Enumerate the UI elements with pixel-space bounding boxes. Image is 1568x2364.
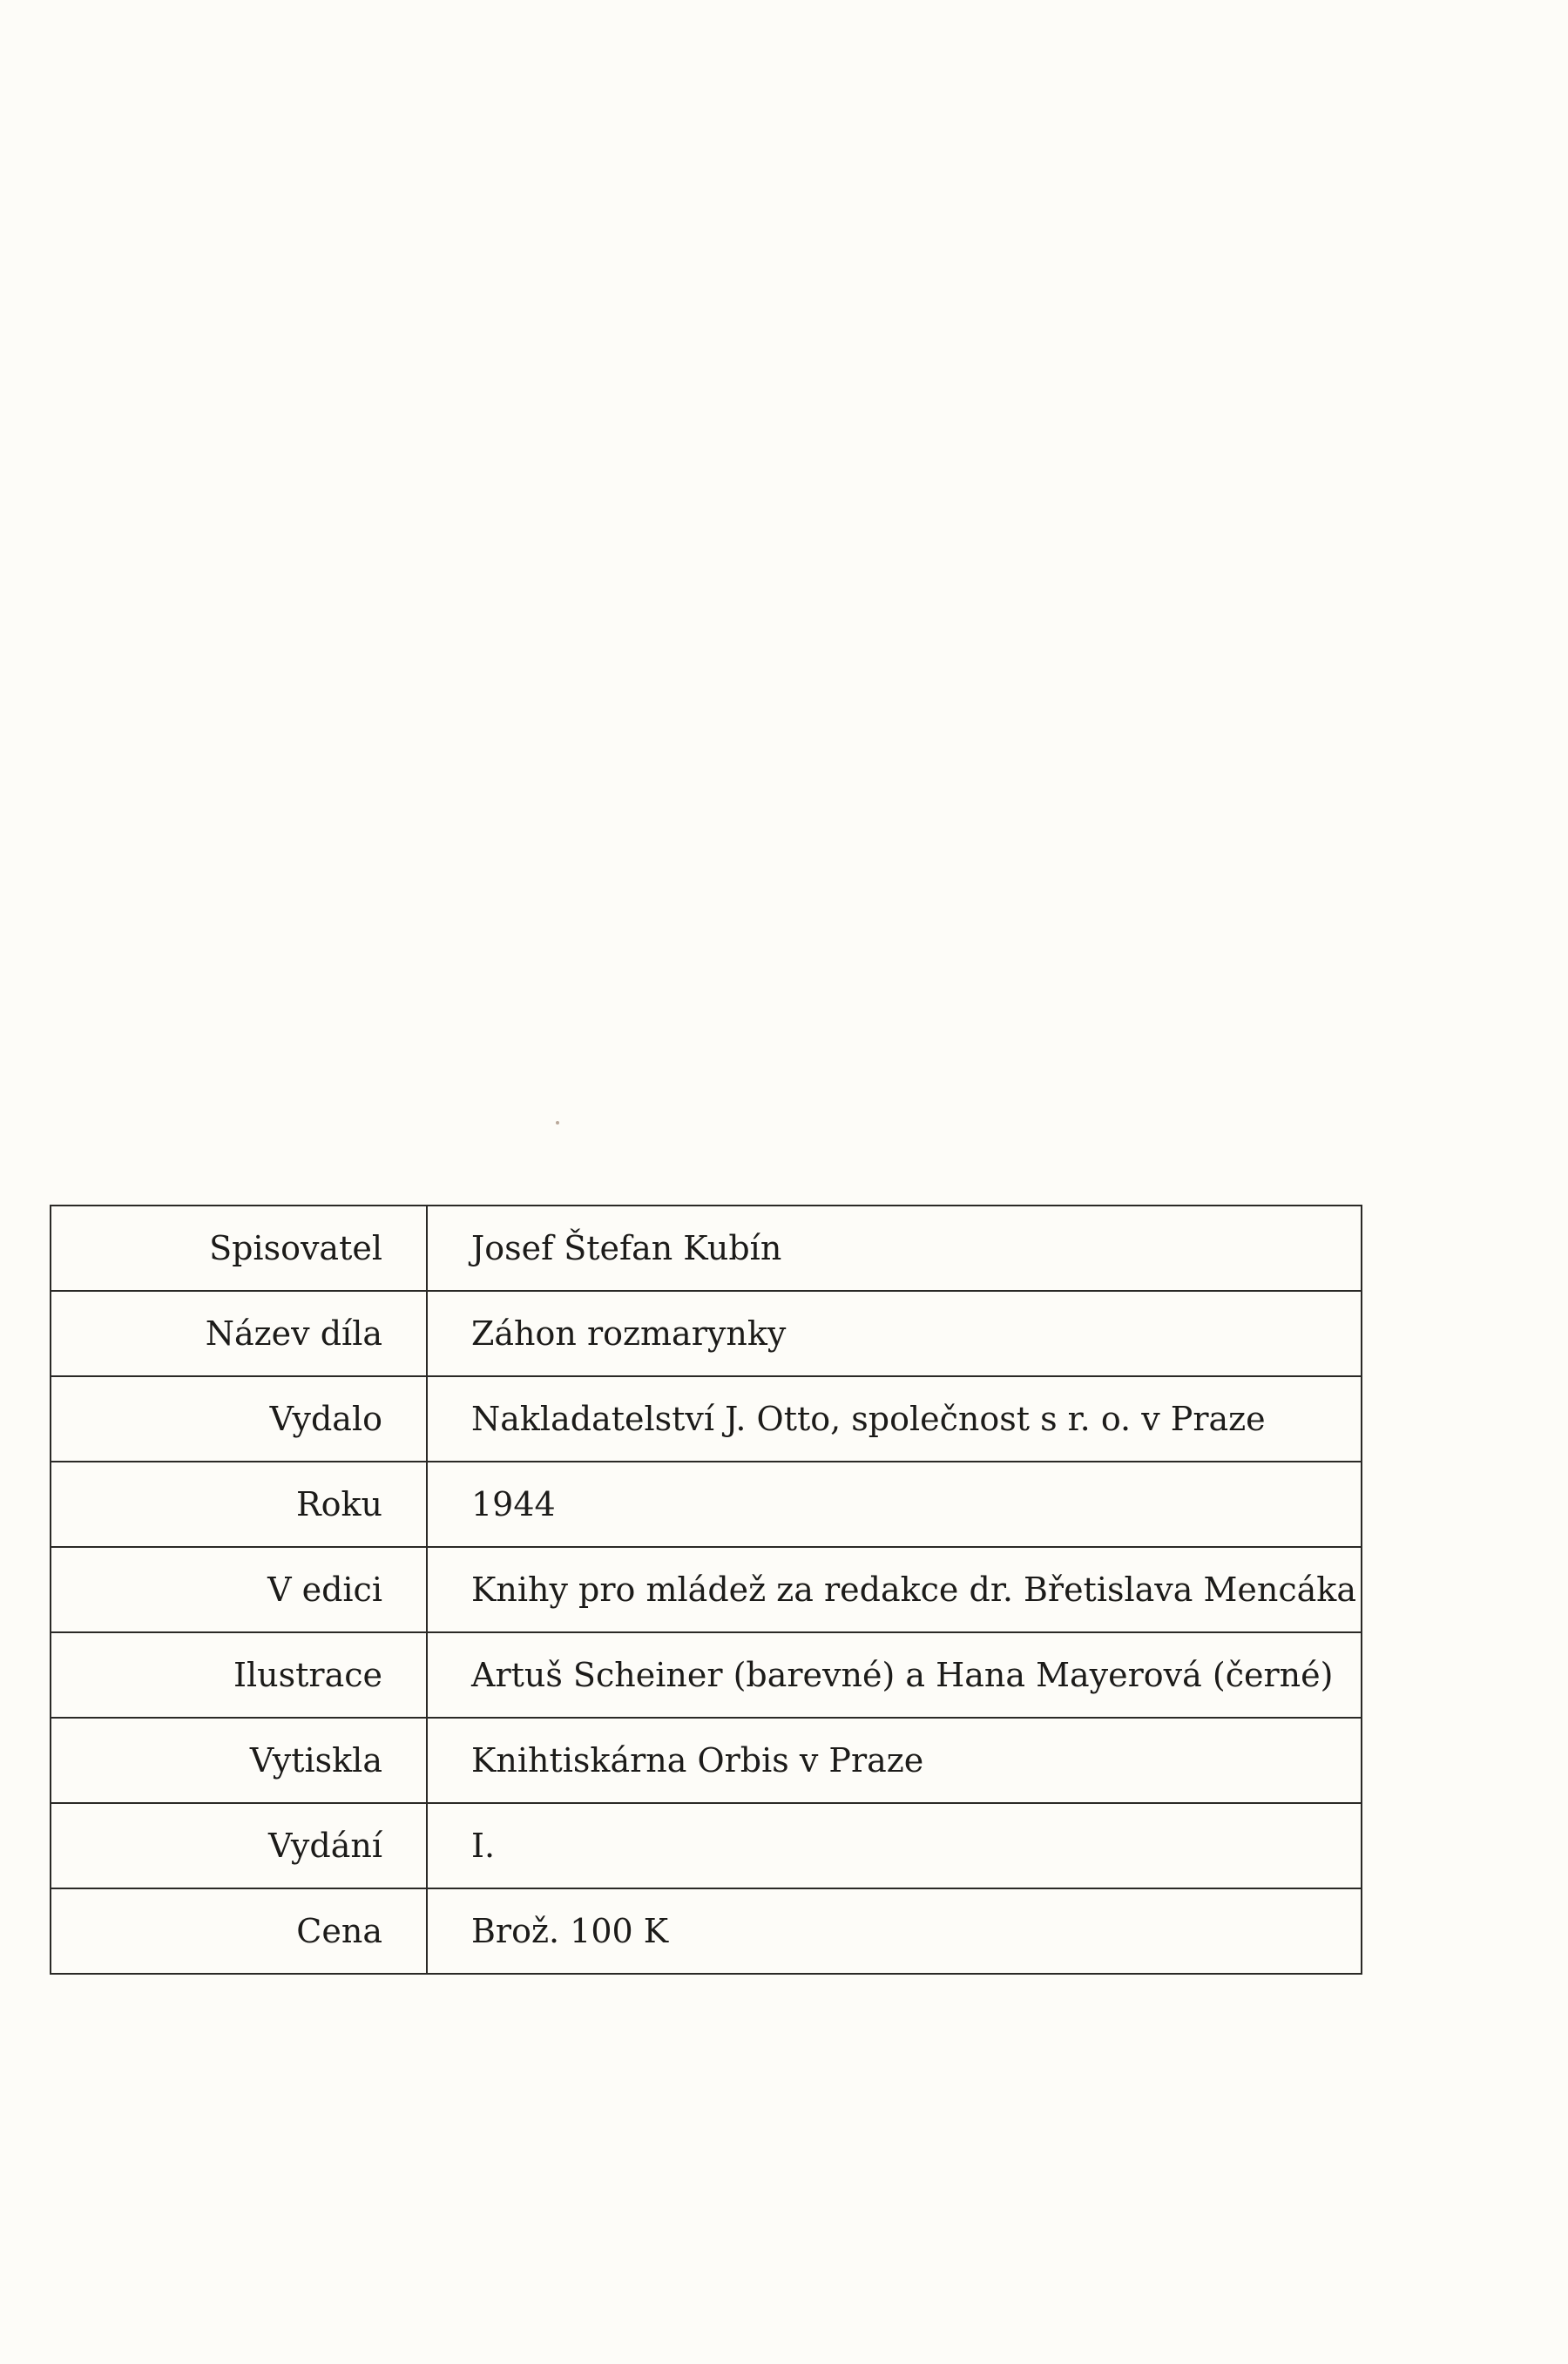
row-value: Knihy pro mládež za redakce dr. Břetislava Mencáka (427, 1547, 1362, 1632)
row-label: Vytiskla (51, 1718, 427, 1803)
table-row (51, 1291, 1362, 1376)
row-value: 1944 (427, 1462, 1362, 1547)
table-row (51, 1888, 1362, 1974)
row-value: I. (427, 1803, 1362, 1888)
table-row (51, 1632, 1362, 1718)
row-value: Josef Štefan Kubín (427, 1206, 1362, 1291)
row-value: Artuš Scheiner (barevné) a Hana Mayerová (černé) (427, 1632, 1362, 1718)
row-label: Vydání (51, 1803, 427, 1888)
row-value: Záhon rozmarynky (427, 1291, 1362, 1376)
row-label: Vydalo (51, 1376, 427, 1462)
row-label: Ilustrace (51, 1632, 427, 1718)
row-label: Spisovatel (51, 1206, 427, 1291)
table-row (51, 1206, 1362, 1291)
table-row (51, 1803, 1362, 1888)
row-label: Cena (51, 1888, 427, 1974)
paper-speck (556, 1121, 559, 1125)
row-label: Název díla (51, 1291, 427, 1376)
row-label: V edici (51, 1547, 427, 1632)
table-row (51, 1718, 1362, 1803)
table-row (51, 1547, 1362, 1632)
row-value: Brož. 100 K (471, 1912, 669, 1950)
table-row (51, 1462, 1362, 1547)
table-row (51, 1376, 1362, 1462)
row-value: Nakladatelství J. Otto, společnost s r. o. v Praze (427, 1376, 1362, 1462)
row-value: Knihtiskárna Orbis v Praze (427, 1718, 1362, 1803)
row-label: Roku (51, 1462, 427, 1547)
colophon-table (50, 1205, 1362, 1975)
